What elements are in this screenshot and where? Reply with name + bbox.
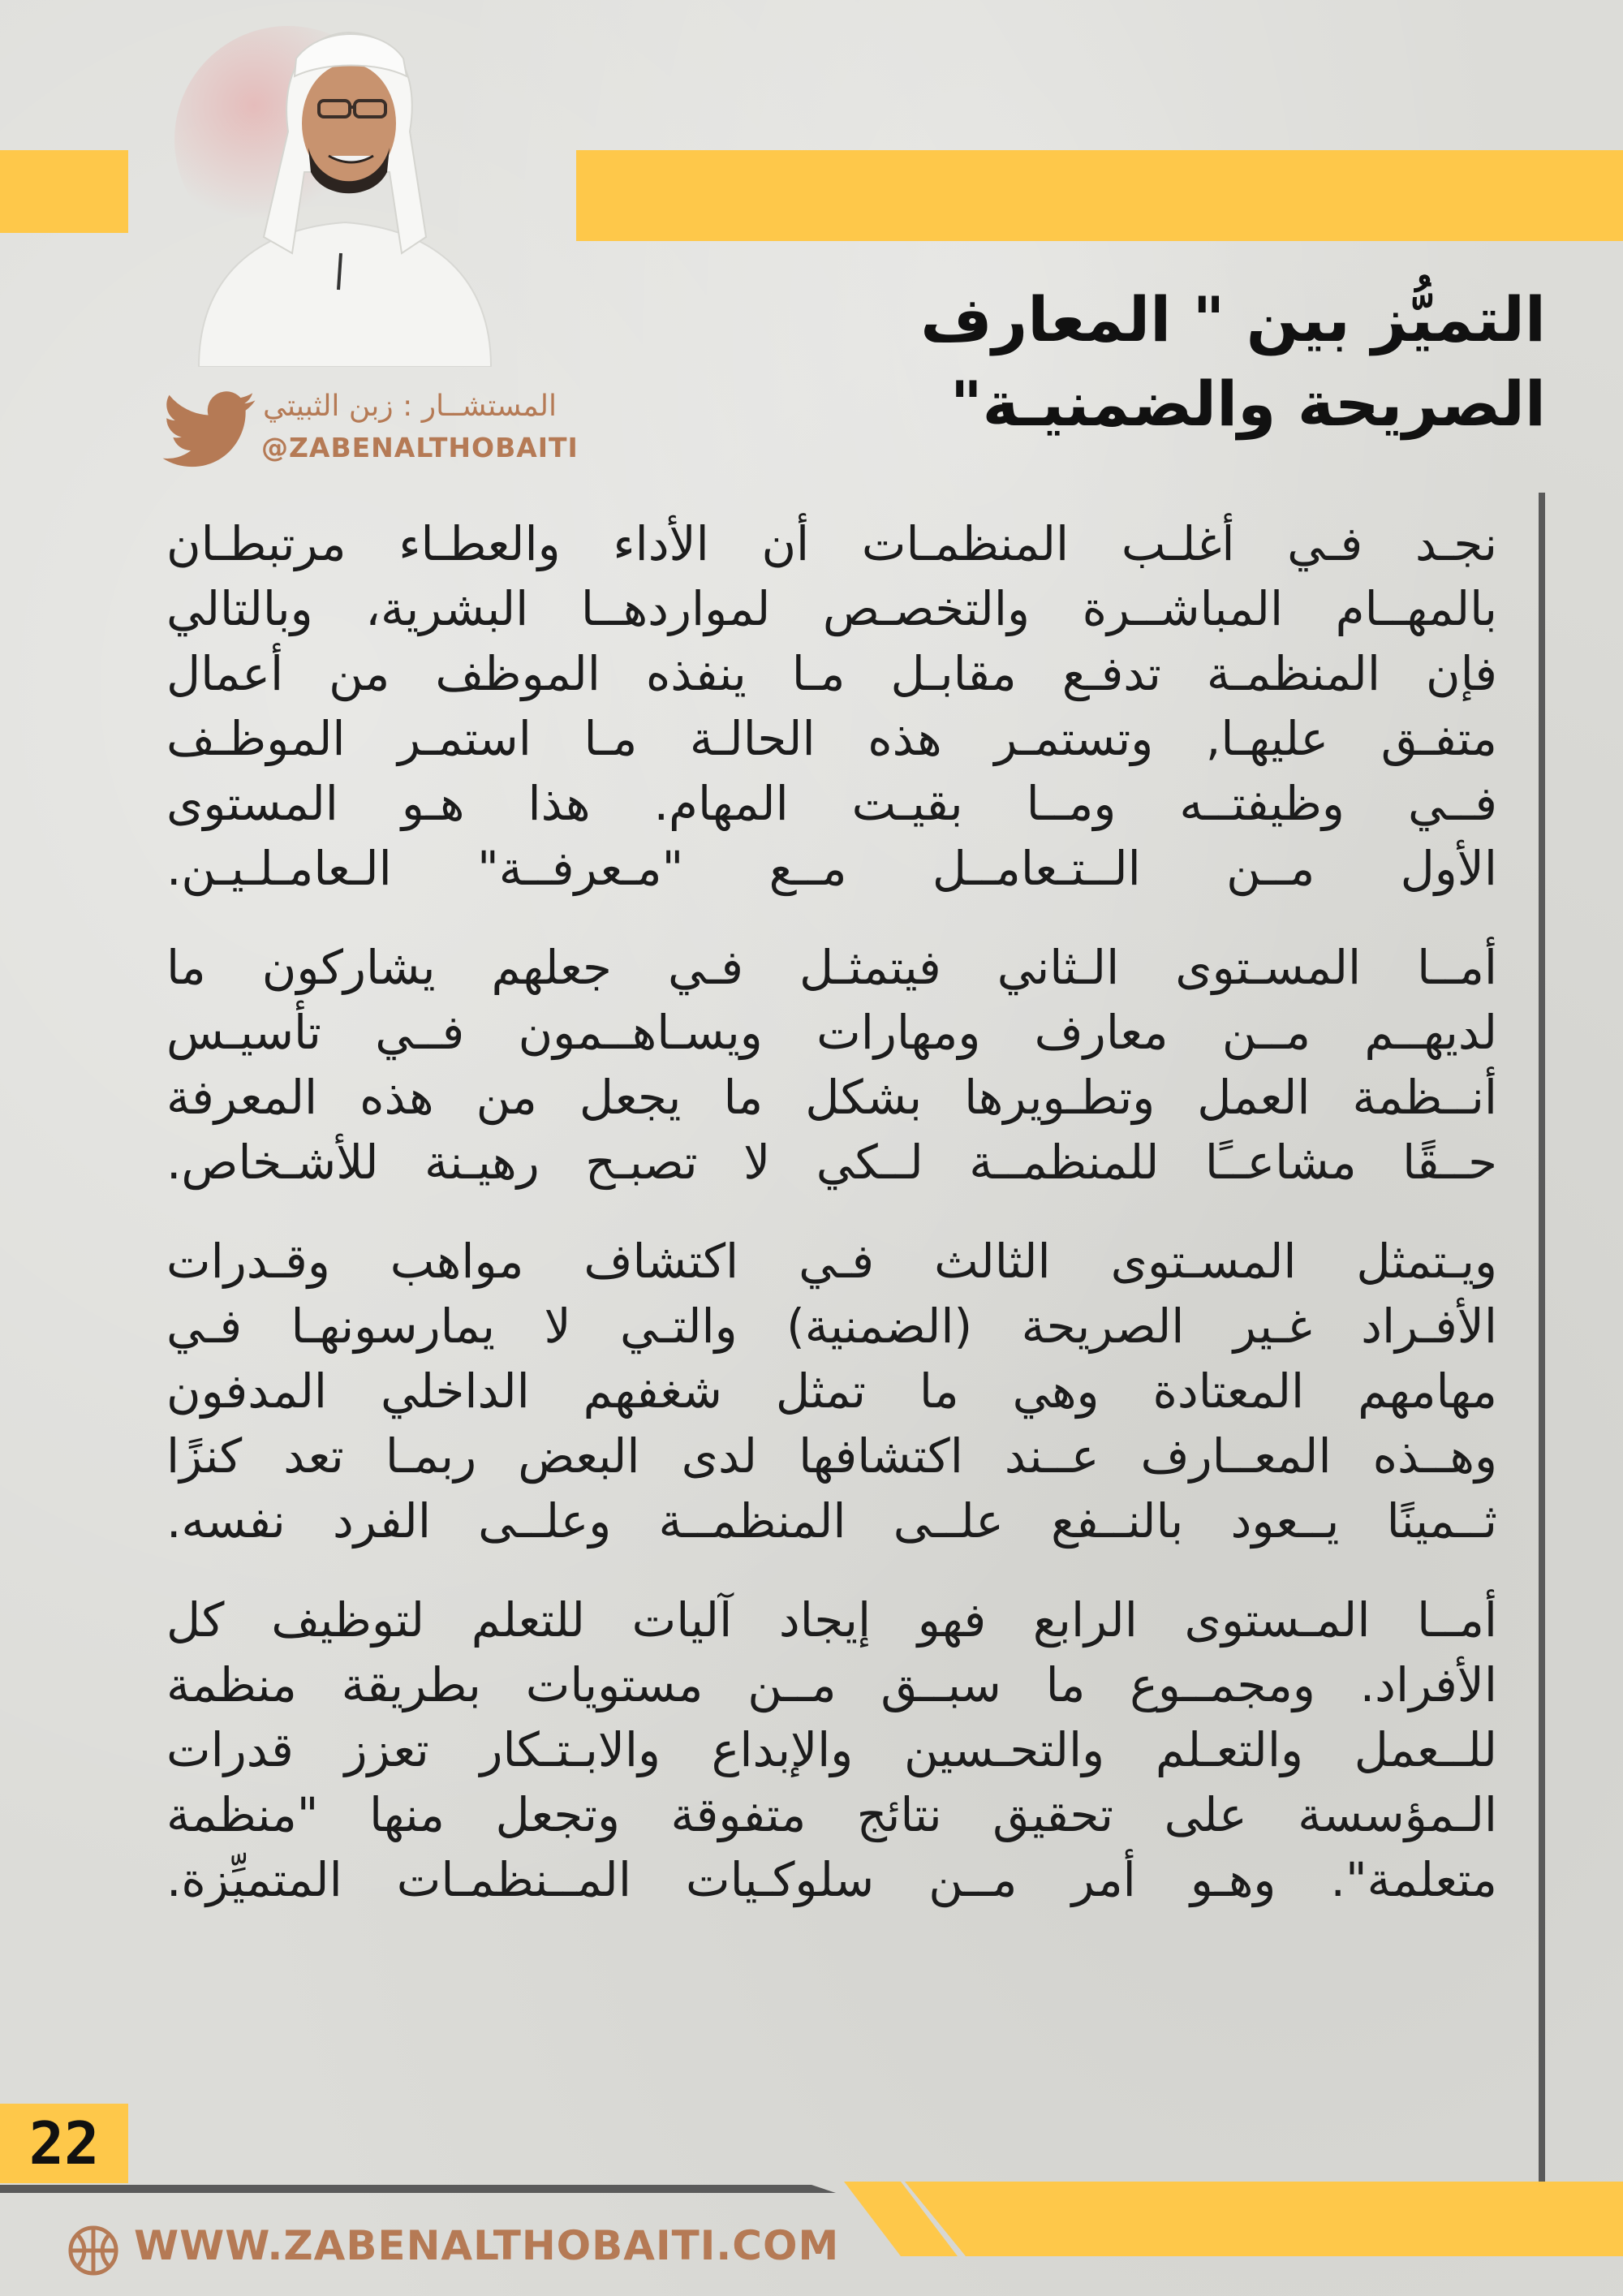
text-line: الأول مــن الــتـعامــل مــع "مـعرفــة" الـعامـلـيـن.: [166, 841, 1497, 896]
article-body: [166, 511, 1497, 1946]
title-line: التميُّز بين " المعارف: [920, 283, 1546, 355]
text-line: أنــظمة العمل وتطـويرها بشكل ما يجعل من هذه المعرفة: [166, 1070, 1497, 1125]
text-line: الأفـراد غـير الصريحة (الضمنية) والتـي لا يمارسونهـا فـي: [166, 1299, 1497, 1354]
paragraph-1: [166, 511, 1497, 901]
text-line: لديهــم مــن معارف ومهارات ويسـاهــمون فــي تأسيـس: [166, 1005, 1497, 1060]
author-credit: [162, 383, 584, 480]
page-number: 22: [28, 2109, 100, 2178]
title-line: الصريحة والضمنيـة": [950, 368, 1546, 440]
text-line: ثــمينًا يــعود بالنــفع علــى المنظمــة وعلــى الفرد نفسه.: [166, 1493, 1497, 1549]
text-line: مهامهم المعتادة وهي ما تمثل شغفهم الداخلي المدفون: [166, 1363, 1497, 1419]
text-line: نجـد فـي أغلـب المنظمـات أن الأداء والعطـاء مرتبطـان: [166, 516, 1497, 571]
website-link[interactable]: WWW.ZABENALTHOBAITI.COM: [134, 2222, 840, 2269]
twitter-bird-icon: [162, 391, 256, 468]
text-line: ويـتمثل المسـتوى الثالث فـي اكتشاف مواهب وقـدرات: [166, 1234, 1497, 1289]
paragraph-2: [166, 935, 1497, 1195]
text-line: أمــا المـستوى الرابع فهو إيجاد آليات للتعلم لتوظيف كل: [166, 1592, 1497, 1648]
text-line: متفـق عليهـا, وتستمـر هذه الحالـة مـا استمـر الموظـف: [166, 711, 1497, 766]
author-portrait: [166, 10, 523, 367]
page-title: [816, 278, 1546, 446]
paragraph-3: [166, 1229, 1497, 1553]
text-line: متعلمة". وهـو أمر مــن سلوكـيات المــنظمـات المتميِّزة.: [166, 1852, 1497, 1907]
paragraph-4: [166, 1587, 1497, 1912]
vertical-rule: [1539, 493, 1545, 2182]
author-name: المستشــار : زبن الثبيتي: [263, 390, 558, 423]
text-line: فإن المنظمـة تدفـع مقابـل مـا ينفذه الموظف من أعمال: [166, 646, 1497, 701]
text-line: حــقًا مشاعــًا للمنظمــة لــكي لا تصبـح رهيـنة للأشـخاص.: [166, 1135, 1497, 1190]
decor-bar-right: [576, 150, 1623, 241]
text-line: الـمؤسسة على تحقيق نتائج متفوقة وتجعل منها "منظمة: [166, 1787, 1497, 1842]
text-line: الأفراد. ومجمــوع ما سبــق مــن مستويات بطريقة منظمة: [166, 1657, 1497, 1712]
text-line: للــعمل والتعـلم والتحـسين والإبداع والابـتـكار تعزز قدرات: [166, 1722, 1497, 1777]
text-line: أمــا المسـتوى الـثاني فيتمثـل فـي جعلهم يشاركون ما: [166, 940, 1497, 995]
page-number-badge: [0, 2104, 128, 2183]
author-handle[interactable]: @ZABENALTHOBAITI: [261, 432, 579, 463]
text-line: وهــذه المعــارف عــند اكتشافها لدى البعض ربمـا تعد كنزًا: [166, 1428, 1497, 1484]
basketball-icon: [67, 2224, 120, 2277]
decor-bar-left: [0, 150, 128, 233]
text-line: فــي وظيفتــه ومــا بقيـت المهام. هذا هـو المستوى: [166, 776, 1497, 831]
text-line: بالمهــام المباشــرة والتخصـص لمواردهــا البشرية، وبالتالي: [166, 581, 1497, 636]
